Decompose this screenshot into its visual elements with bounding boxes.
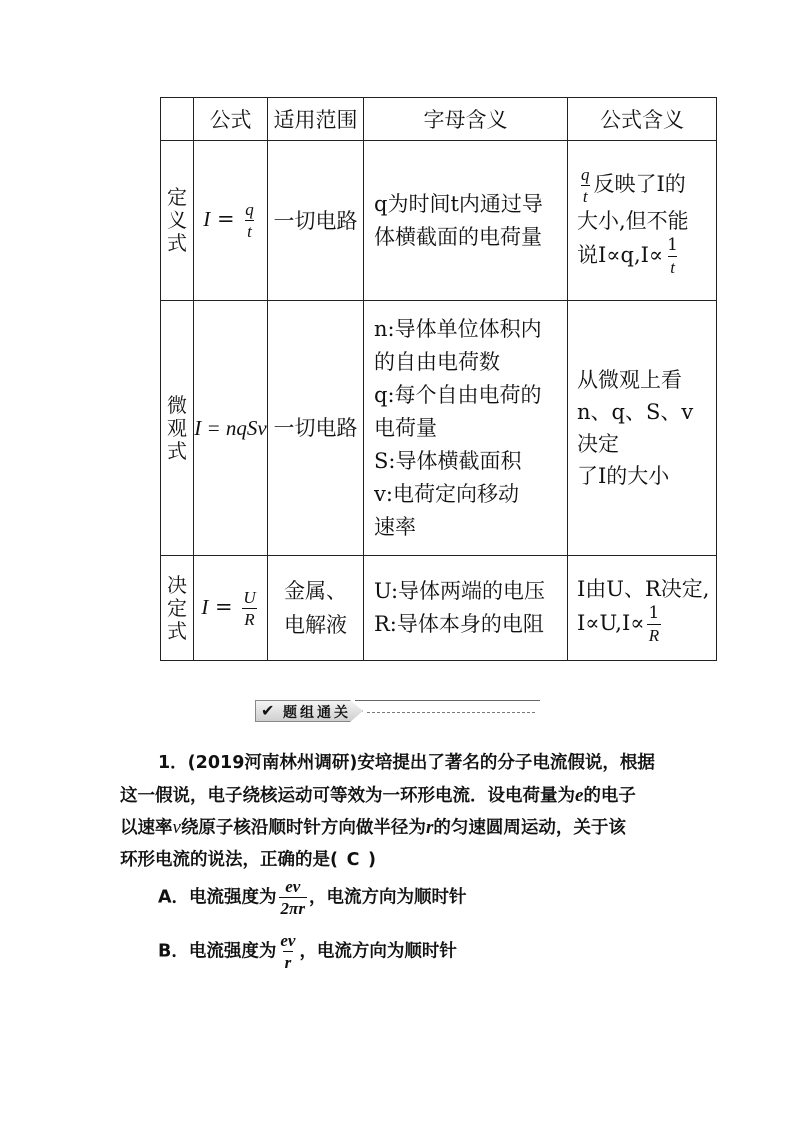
meaning-micro: 从微观上看 n、q、S、v决定 了I的大小: [568, 301, 717, 556]
question-line: 环形电流的说法，正确的是( C ): [120, 845, 680, 877]
section-banner: [255, 700, 540, 724]
header-formula: 公式: [194, 98, 268, 141]
question-line: 1．(2019河南林州调研)安培提出了著名的分子电流假说，根据: [158, 753, 655, 773]
table-header-row: [161, 98, 717, 141]
letters-micro: n:导体单位体积内 的自由电荷数 q:每个自由电荷的 电荷量 S:导体横截面积 v:电荷定向移动 速率: [364, 301, 568, 556]
table-row: [161, 556, 717, 661]
header-scope: 适用范围: [268, 98, 364, 141]
header-meaning: 公式含义: [568, 98, 717, 141]
header-blank: [161, 98, 194, 141]
banner-title: 题组通关: [283, 705, 351, 721]
formula-summary-table: [160, 97, 717, 661]
answer-value: C: [346, 849, 360, 870]
scope-determining: 金属、 电解液: [268, 556, 364, 661]
formula-micro: I = nqSv: [194, 301, 268, 556]
table-row: [161, 301, 717, 556]
row-name-definition: 定义式: [161, 141, 194, 301]
scope-micro: 一切电路: [268, 301, 364, 556]
formula-definition: I = $\frac{q}{t}$: [194, 141, 268, 301]
row-name-micro: 微观式: [161, 301, 194, 556]
meaning-determining: I由U、R决定, I∝U,I∝ $\frac{1}{R}$: [568, 556, 717, 661]
banner-rule: [355, 700, 540, 701]
option-a[interactable]: A．电流强度为 $\frac{ev}{2\pi r}$ ，电流方向为顺时针: [158, 877, 467, 918]
header-letters: 字母含义: [364, 98, 568, 141]
option-b[interactable]: B．电流强度为 $\frac{ev}{r}$ ，电流方向为顺时针: [158, 931, 457, 972]
question-line: 以速率v绕原子核沿顺时针方向做半径为r的匀速圆周运动，关于该: [120, 817, 626, 838]
question-line: 这一假说，电子绕核运动可等效为一环形电流．设电荷量为e的电子: [120, 784, 636, 806]
banner-dashed-rule: [367, 712, 535, 713]
meaning-definition: $\frac{q}{t}$ 反映了I的 大小,但不能 说I∝q,I∝ $\frac{1}{t}$: [568, 141, 717, 301]
scope-definition: 一切电路: [268, 141, 364, 301]
letters-determining: U:导体两端的电压 R:导体本身的电阻: [364, 556, 568, 661]
row-name-determining: 决定式: [161, 556, 194, 661]
table-row: [161, 141, 717, 301]
letters-definition: q为时间t内通过导 体横截面的电荷量: [364, 141, 568, 301]
question-1: [120, 748, 680, 876]
checkmark-icon: ✔: [261, 701, 275, 720]
formula-determining: I = $\frac{U}{R}$: [194, 556, 268, 661]
